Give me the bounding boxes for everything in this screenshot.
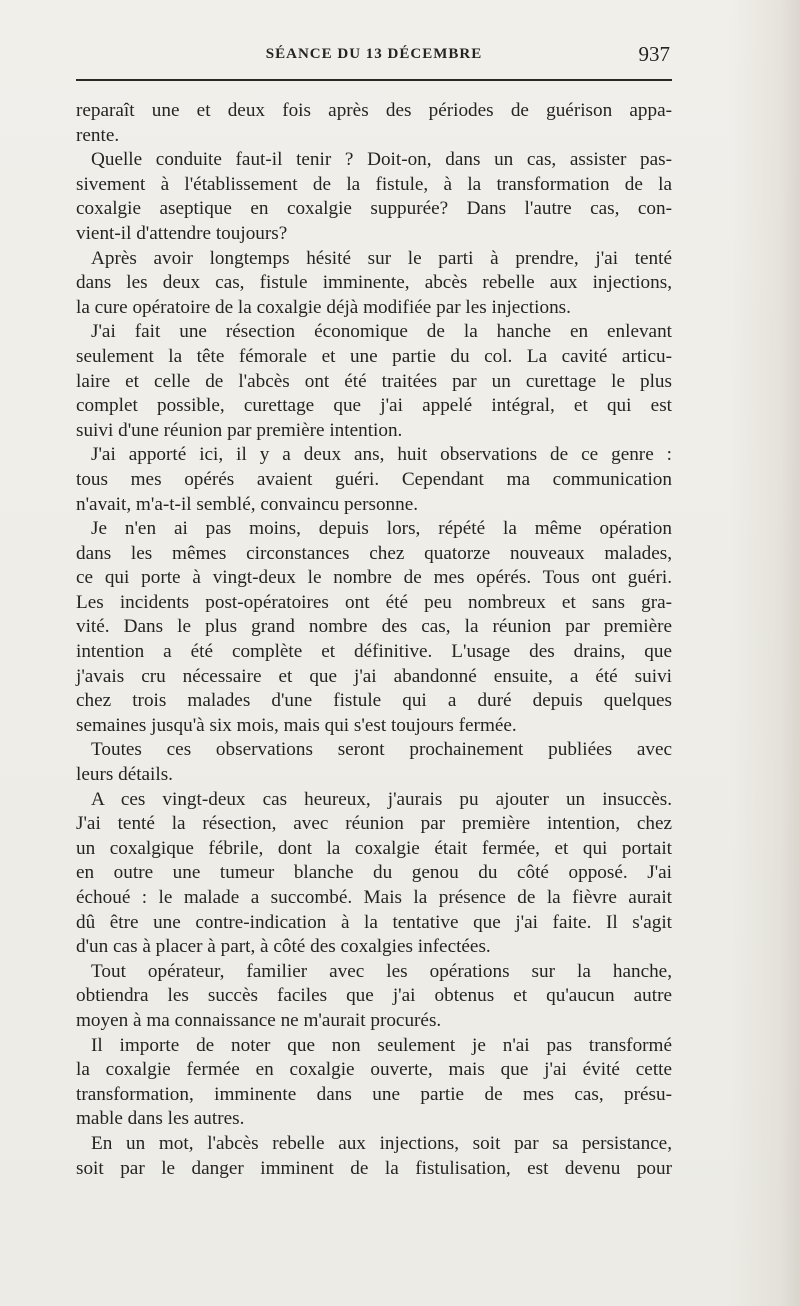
paragraph: [76, 247, 672, 321]
text-line: en outre une tumeur blanche du genou du côté opposé. J'ai: [76, 862, 672, 884]
text-line: dans les mêmes circonstances chez quatorze nouveaux malades,: [76, 542, 672, 564]
text-line: J'ai tenté la résection, avec réunion par première intention, chez: [76, 813, 672, 835]
text-line: coxalgie aseptique en coxalgie suppurée? Dans l'autre cas, con-: [76, 198, 672, 220]
text-line: d'un cas à placer à part, à côté des coxalgies infectées.: [76, 936, 491, 958]
text-line: complet possible, curettage que j'ai appelé intégral, et qui est: [76, 395, 672, 417]
text-line: Les incidents post-opératoires ont été peu nombreux et sans gra-: [76, 591, 672, 613]
text-line: la cure opératoire de la coxalgie déjà modifiée par les injections.: [76, 296, 571, 318]
paragraph: [76, 148, 672, 246]
text-line: n'avait, m'a-t-il semblé, convaincu personne.: [76, 493, 419, 515]
text-line: laire et celle de l'abcès ont été traitées par un curettage le plus: [76, 370, 672, 392]
running-head: SÉANCE DU 13 DÉCEMBRE: [265, 46, 483, 62]
text-line: J'ai apporté ici, il y a deux ans, huit observations de ce genre :: [91, 444, 672, 466]
text-line: chez trois malades d'une fistule qui a duré depuis quelques: [76, 690, 672, 712]
page-number: 937: [638, 42, 670, 66]
text-line: Toutes ces observations seront prochainement publiées avec: [91, 739, 672, 761]
paragraph: [76, 443, 672, 517]
text-line: Il importe de noter que non seulement je n'ai pas transformé: [91, 1034, 672, 1056]
text-line: seulement la tête fémorale et une partie du col. La cavité articu-: [76, 345, 672, 367]
text-line: leurs détails.: [76, 764, 173, 786]
text-line: ce qui porte à vingt-deux le nombre de mes opérés. Tous ont guéri.: [76, 567, 672, 589]
text-line: reparaît une et deux fois après des périodes de guérison appa-: [76, 100, 672, 121]
text-line: un coxalgique fébrile, dont la coxalgie était fermée, et qui portait: [76, 837, 672, 859]
paragraph: [76, 1034, 672, 1132]
text-line: Après avoir longtemps hésité sur le parti à prendre, j'ai tenté: [91, 247, 672, 269]
text-line: vient-il d'attendre toujours?: [76, 222, 288, 244]
text-line: intention a été complète et définitive. L'usage des drains, que: [76, 641, 672, 663]
text-line: tous mes opérés avaient guéri. Cependant ma communication: [76, 468, 672, 490]
text-line: vité. Dans le plus grand nombre des cas, la réunion par première: [76, 616, 672, 638]
page-header: [76, 40, 672, 74]
text-line: la coxalgie fermée en coxalgie ouverte, mais que j'ai évité cette: [76, 1059, 672, 1081]
paragraph: [76, 738, 672, 787]
paragraph: [76, 788, 672, 960]
text-line: moyen à ma connaissance ne m'aurait procurés.: [76, 1009, 442, 1031]
paragraph: [76, 320, 672, 443]
text-line: A ces vingt-deux cas heureux, j'aurais pu ajouter un insuccès.: [91, 788, 672, 810]
text-line: soit par le danger imminent de la fistulisation, est devenu pour: [76, 1157, 672, 1179]
text-line: suivi d'une réunion par première intention.: [76, 419, 403, 441]
text-line: obtiendra les succès faciles que j'ai obtenus et qu'aucun autre: [76, 985, 672, 1007]
text-line: transformation, imminente dans une partie de mes cas, présu-: [76, 1083, 672, 1105]
text-line: En un mot, l'abcès rebelle aux injections, soit par sa persistance,: [91, 1132, 672, 1154]
paragraph: [76, 960, 672, 1034]
text-line: Tout opérateur, familier avec les opérations sur la hanche,: [91, 960, 672, 982]
text-line: semaines jusqu'à six mois, mais qui s'est toujours fermée.: [76, 714, 517, 736]
body-text: [76, 99, 672, 1181]
text-line: Quelle conduite faut-il tenir ? Doit-on, dans un cas, assister pas-: [91, 149, 672, 171]
text-line: j'avais cru nécessaire et que j'ai abandonné ensuite, a été suivi: [76, 665, 672, 687]
text-line: dans les deux cas, fistule imminente, abcès rebelle aux injections,: [76, 272, 672, 294]
header-rule: [76, 79, 672, 81]
text-line: J'ai fait une résection économique de la hanche en enlevant: [91, 321, 672, 343]
text-line: dû être une contre-indication à la tentative que j'ai faite. Il s'agit: [76, 911, 672, 933]
text-line: mable dans les autres.: [76, 1108, 245, 1130]
text-line: échoué : le malade a succombé. Mais la présence de la fièvre aurait: [76, 887, 672, 908]
text-line: sivement à l'établissement de la fistule, à la transformation de la: [76, 173, 672, 195]
paragraph: [76, 517, 672, 738]
paragraph: [76, 1132, 672, 1181]
text-line: rente.: [76, 124, 120, 146]
paragraph: [76, 99, 672, 148]
text-line: Je n'en ai pas moins, depuis lors, répété la même opération: [91, 518, 672, 540]
